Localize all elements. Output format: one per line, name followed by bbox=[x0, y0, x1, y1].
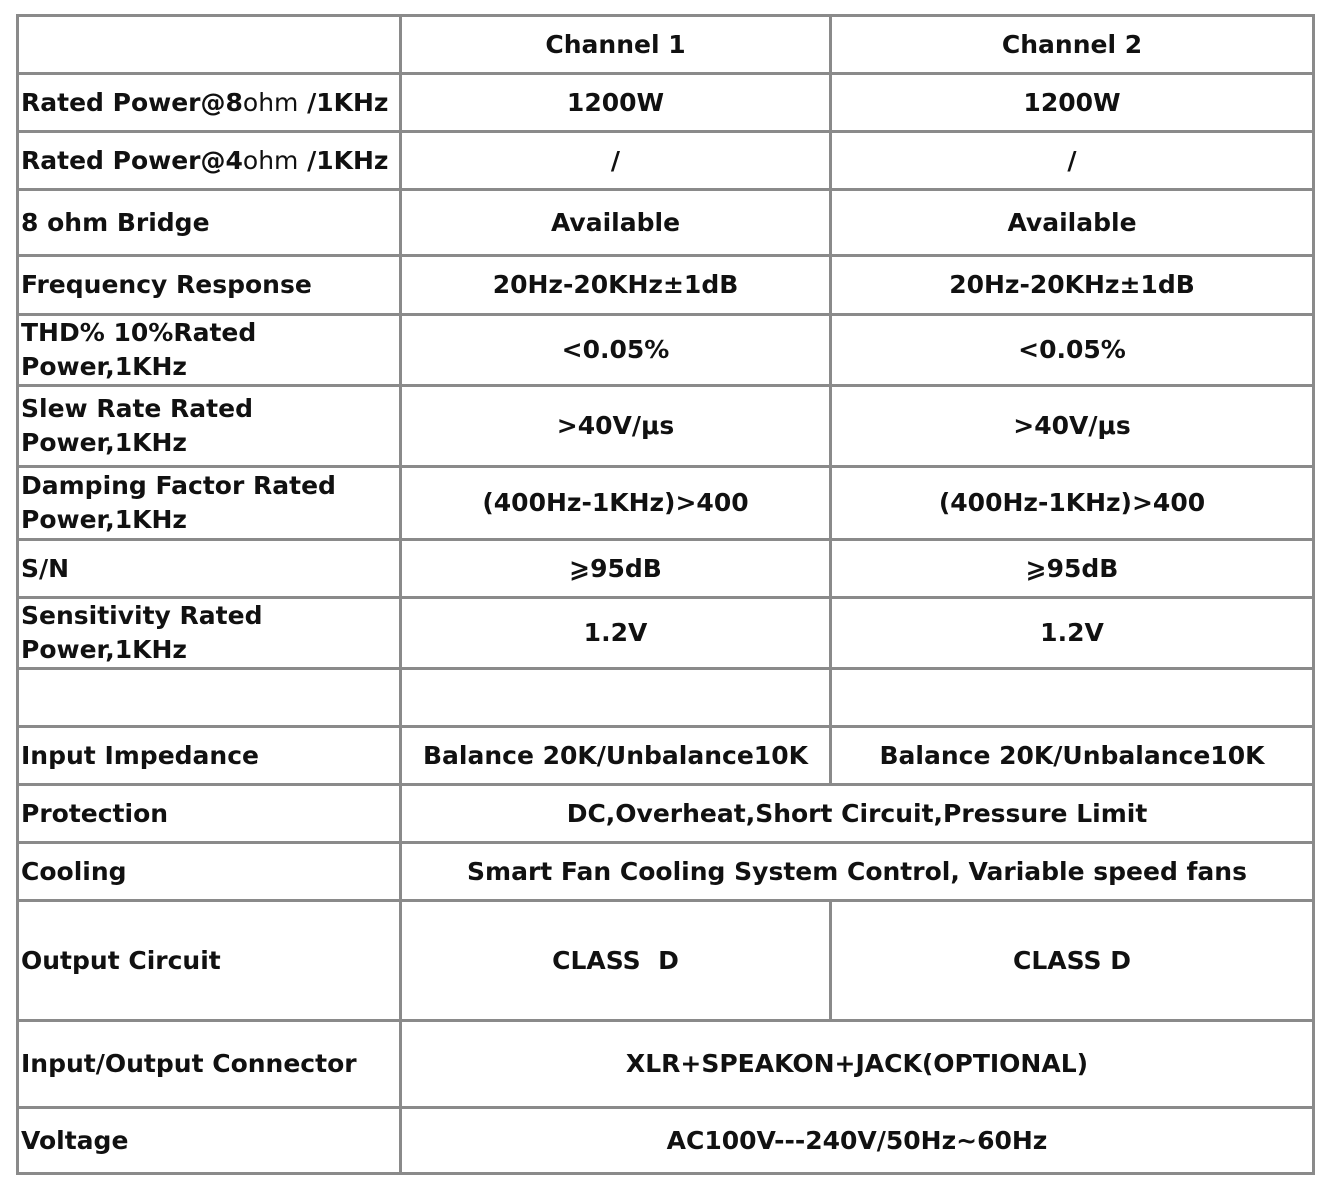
value-ch1: CLASS D bbox=[401, 901, 831, 1021]
row-label-sensitivity bbox=[18, 598, 401, 669]
row-label-rated-power-4ohm bbox=[18, 132, 401, 190]
row-label-output-circuit: Output Circuit bbox=[18, 901, 401, 1021]
value-ch2: (400Hz-1KHz)>400 bbox=[831, 467, 1314, 540]
row-label-rated-power-8ohm bbox=[18, 74, 401, 132]
table-row bbox=[18, 598, 1314, 669]
label-suffix: /1KHz bbox=[298, 87, 389, 117]
value-ch2: 20Hz-20KHz±1dB bbox=[831, 256, 1314, 315]
table-row bbox=[18, 540, 1314, 598]
row-label-damping-factor bbox=[18, 467, 401, 540]
value-ch1: 1.2V bbox=[401, 598, 831, 669]
row-label-input-impedance: Input Impedance bbox=[18, 727, 401, 785]
table-row bbox=[18, 1021, 1314, 1108]
row-label-thd bbox=[18, 315, 401, 386]
label-line1: Damping Factor Rated bbox=[21, 471, 336, 500]
value-merged: DC,Overheat,Short Circuit,Pressure Limit bbox=[401, 785, 1314, 843]
value-ch2: Available bbox=[831, 190, 1314, 256]
label-prefix: Rated Power@4 bbox=[21, 145, 243, 175]
empty-row bbox=[18, 669, 1314, 727]
label-line2: Power,1KHz bbox=[21, 428, 187, 457]
value-ch2: Balance 20K/Unbalance10K bbox=[831, 727, 1314, 785]
row-label-cooling: Cooling bbox=[18, 843, 401, 901]
value-ch1: 20Hz-20KHz±1dB bbox=[401, 256, 831, 315]
label-line1: Slew Rate Rated bbox=[21, 394, 253, 423]
label-line1: Sensitivity Rated bbox=[21, 601, 263, 630]
value-ch2: ⩾95dB bbox=[831, 540, 1314, 598]
row-label-connector: Input/Output Connector bbox=[18, 1021, 401, 1108]
row-label-sn: S/N bbox=[18, 540, 401, 598]
label-line2: Power,1KHz bbox=[21, 352, 187, 381]
value-ch1: >40V/μs bbox=[401, 386, 831, 467]
table-row bbox=[18, 132, 1314, 190]
value-ch1: 1200W bbox=[401, 74, 831, 132]
table-row bbox=[18, 1108, 1314, 1174]
value-merged: XLR+SPEAKON+JACK(OPTIONAL) bbox=[401, 1021, 1314, 1108]
label-line2: Power,1KHz bbox=[21, 635, 187, 664]
row-label-bridge: 8 ohm Bridge bbox=[18, 190, 401, 256]
label-line2: Power,1KHz bbox=[21, 505, 187, 534]
table-row bbox=[18, 386, 1314, 467]
table-row bbox=[18, 74, 1314, 132]
row-label-slew-rate bbox=[18, 386, 401, 467]
table-row bbox=[18, 785, 1314, 843]
label-suffix: /1KHz bbox=[298, 145, 389, 175]
table-row bbox=[18, 190, 1314, 256]
table-row bbox=[18, 727, 1314, 785]
label-prefix: Rated Power@8 bbox=[21, 87, 243, 117]
header-blank-cell bbox=[18, 16, 401, 74]
value-ch1: ⩾95dB bbox=[401, 540, 831, 598]
spec-table bbox=[16, 14, 1315, 1175]
value-ch2: >40V/μs bbox=[831, 386, 1314, 467]
header-channel2: Channel 2 bbox=[831, 16, 1314, 74]
header-row bbox=[18, 16, 1314, 74]
row-label-frequency-response: Frequency Response bbox=[18, 256, 401, 315]
empty-cell bbox=[831, 669, 1314, 727]
label-line1: THD% 10%Rated bbox=[21, 318, 257, 347]
empty-cell bbox=[18, 669, 401, 727]
row-label-protection: Protection bbox=[18, 785, 401, 843]
value-ch2: <0.05% bbox=[831, 315, 1314, 386]
value-ch2: / bbox=[831, 132, 1314, 190]
table-row bbox=[18, 901, 1314, 1021]
value-ch1: Balance 20K/Unbalance10K bbox=[401, 727, 831, 785]
value-ch2: CLASS D bbox=[831, 901, 1314, 1021]
value-merged: Smart Fan Cooling System Control, Variable speed fans bbox=[401, 843, 1314, 901]
header-channel1: Channel 1 bbox=[401, 16, 831, 74]
value-merged: AC100V---240V/50Hz~60Hz bbox=[401, 1108, 1314, 1174]
label-unit: ohm bbox=[242, 145, 299, 175]
row-label-voltage: Voltage bbox=[18, 1108, 401, 1174]
table-row bbox=[18, 256, 1314, 315]
value-ch1: <0.05% bbox=[401, 315, 831, 386]
value-ch2: 1.2V bbox=[831, 598, 1314, 669]
table-row bbox=[18, 843, 1314, 901]
value-ch1: / bbox=[401, 132, 831, 190]
value-ch1: (400Hz-1KHz)>400 bbox=[401, 467, 831, 540]
value-ch1: Available bbox=[401, 190, 831, 256]
table-row bbox=[18, 315, 1314, 386]
empty-cell bbox=[401, 669, 831, 727]
table-row bbox=[18, 467, 1314, 540]
label-unit: ohm bbox=[242, 87, 299, 117]
value-ch2: 1200W bbox=[831, 74, 1314, 132]
